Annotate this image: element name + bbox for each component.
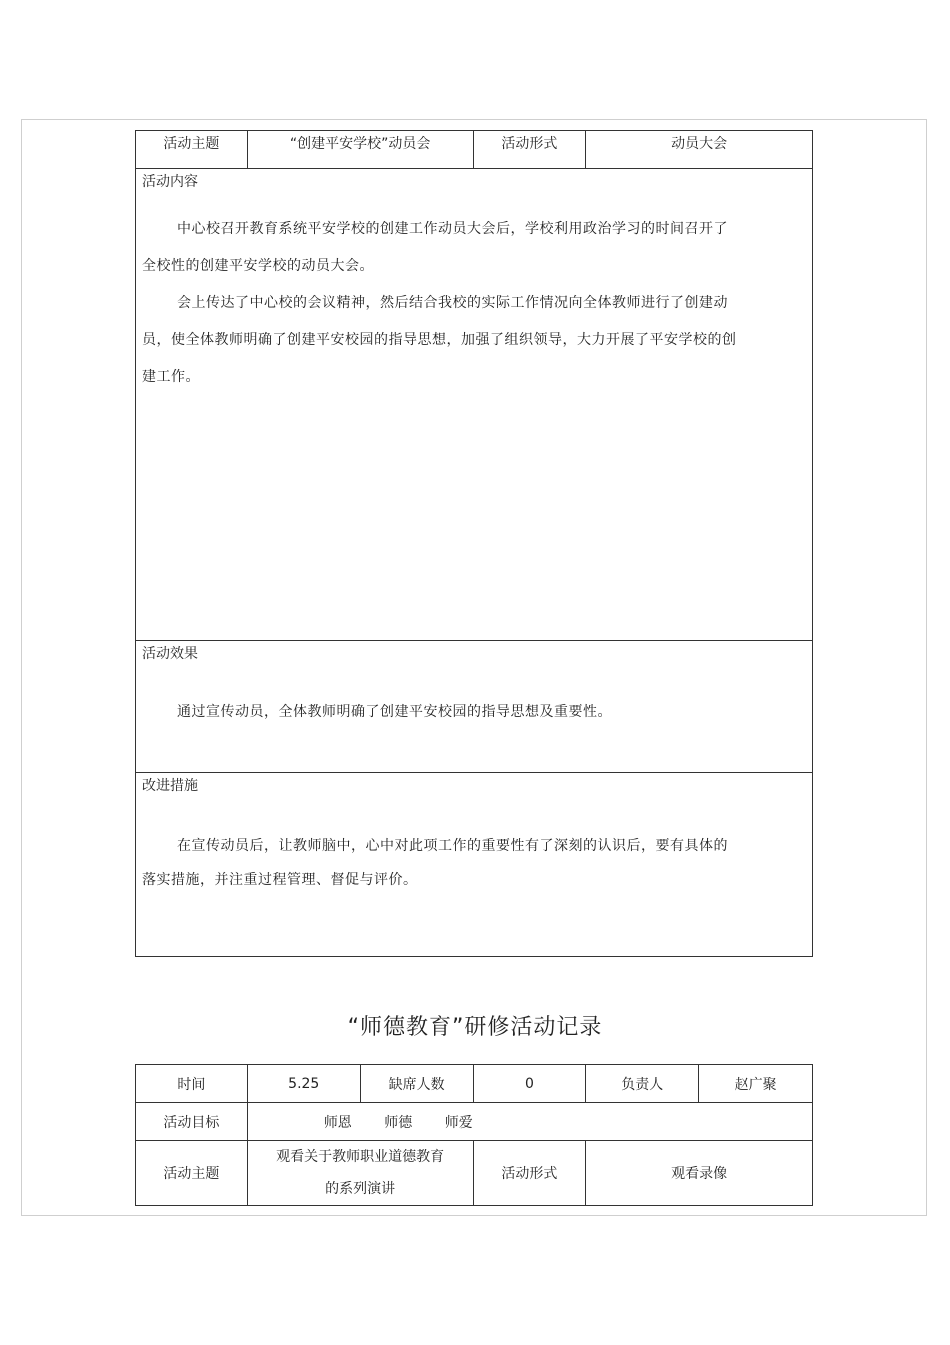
activity-record-table-2 bbox=[135, 1064, 813, 1206]
absent-label: 缺席人数 bbox=[360, 1065, 473, 1103]
section-title: “师德教育”研修活动记录 bbox=[347, 1015, 603, 1040]
effect-row bbox=[136, 641, 813, 773]
theme-value-line-2: 的系列演讲 bbox=[325, 1181, 396, 1197]
form-value: 动员大会 bbox=[586, 131, 813, 169]
owner-label: 负责人 bbox=[586, 1065, 699, 1103]
goal-values bbox=[247, 1103, 812, 1141]
owner-value: 赵广聚 bbox=[699, 1065, 813, 1103]
content-section bbox=[136, 169, 813, 641]
activity-record-table-1 bbox=[135, 130, 813, 957]
time-label: 时间 bbox=[136, 1065, 248, 1103]
goal-label: 活动目标 bbox=[136, 1103, 248, 1141]
absent-value: 0 bbox=[473, 1065, 586, 1103]
content-paragraph-1: 中心校召开教育系统平安学校的创建工作动员大会后，学校利用政治学习的时间召开了全校性的创建平安学校的动员大会。 bbox=[142, 221, 728, 274]
theme-value: “创建平安学校”动员会 bbox=[247, 131, 473, 169]
form-label: 活动形式 bbox=[473, 131, 586, 169]
content-paragraph-2: 会上传达了中心校的会议精神，然后结合我校的实际工作情况向全体教师进行了创建动员，使全体教师明确了创建平安校园的指导思想，加强了组织领导，大力开展了平安学校的创建工作。 bbox=[142, 295, 737, 385]
goal-item: 师恩 bbox=[323, 1114, 352, 1131]
effect-body bbox=[142, 701, 806, 721]
measures-row bbox=[136, 773, 813, 957]
info-row bbox=[136, 1065, 813, 1103]
goal-item: 师德 bbox=[384, 1114, 413, 1131]
measures-body bbox=[142, 829, 806, 897]
theme-label-2: 活动主题 bbox=[136, 1141, 248, 1206]
theme-label: 活动主题 bbox=[136, 131, 248, 169]
content-body bbox=[142, 211, 806, 396]
goal-row bbox=[136, 1103, 813, 1141]
content-label: 活动内容 bbox=[142, 174, 198, 190]
measures-paragraph-1: 在宣传动员后，让教师脑中，心中对此项工作的重要性有了深刻的认识后，要有具体的落实措施，并注重过程管理、督促与评价。 bbox=[142, 838, 728, 888]
measures-label: 改进措施 bbox=[142, 778, 198, 794]
form-value-2: 观看录像 bbox=[586, 1141, 813, 1206]
effect-section bbox=[136, 641, 813, 773]
theme-row-2 bbox=[136, 1141, 813, 1206]
effect-paragraph-1: 通过宣传动员，全体教师明确了创建平安校园的指导思想及重要性。 bbox=[177, 704, 612, 720]
content-row bbox=[136, 169, 813, 641]
time-value: 5.25 bbox=[247, 1065, 360, 1103]
effect-label: 活动效果 bbox=[142, 646, 198, 662]
form-label-2: 活动形式 bbox=[473, 1141, 586, 1206]
goal-item: 师爱 bbox=[444, 1114, 473, 1131]
theme-row bbox=[136, 131, 813, 169]
measures-section bbox=[136, 773, 813, 957]
theme-value-line-1: 观看关于教师职业道德教育 bbox=[276, 1149, 445, 1165]
theme-value-2 bbox=[247, 1141, 473, 1206]
